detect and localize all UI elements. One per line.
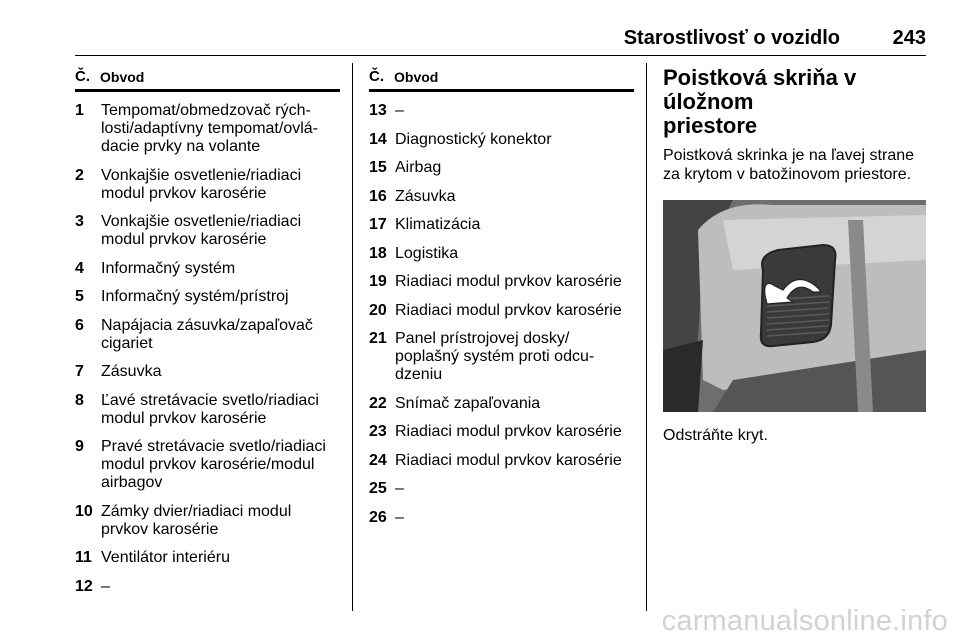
table-header	[75, 66, 340, 92]
fuse-circuit: Diagnostický konektor	[395, 130, 552, 148]
fuse-circuit: Snímač zapaľovania	[395, 394, 541, 412]
fuse-number: 25	[369, 480, 387, 497]
table-header	[369, 66, 634, 92]
fuse-number: 16	[369, 187, 387, 205]
table-row	[369, 480, 634, 498]
left-fuse-table	[75, 66, 340, 606]
fuse-circuit: Zásuvka	[101, 363, 162, 380]
fuse-circuit: Panel prístrojovej dosky/ poplašný systém proti odcu- dzeniu	[395, 330, 595, 383]
fuse-number: 9	[75, 438, 84, 455]
section-title: Poistková skriňa v úložnom priestore	[663, 65, 857, 138]
fuse-circuit: Tempomat/obmedzovač rých- losti/adaptívny tempomat/ovlá- dacie prvky na volante	[101, 102, 318, 155]
fuse-circuit: Zámky dvier/riadiaci modul prvkov karosérie	[101, 502, 292, 538]
fuse-circuit: Riadiaci modul prvkov karosérie	[395, 273, 622, 290]
table-row	[369, 302, 634, 320]
table-row	[75, 213, 340, 249]
fuse-number: 24	[369, 451, 387, 469]
fuse-number: 17	[369, 216, 387, 233]
table-row	[369, 188, 634, 206]
fuse-circuit: Ľavé stretávacie svetlo/riadiaci modul prvkov karosérie	[101, 391, 319, 427]
fuse-circuit: Napájacia zásuvka/zapaľovač cigariet	[101, 316, 313, 352]
fuse-circuit: Informačný systém/prístroj	[101, 288, 289, 305]
watermark: carmanualsonline.info	[661, 605, 948, 637]
col-label-header: Obvod	[100, 69, 145, 85]
table-row	[75, 102, 340, 156]
fuse-circuit: Riadiaci modul prvkov karosérie	[395, 423, 622, 440]
table-row	[369, 509, 634, 527]
table-row	[75, 167, 340, 203]
fuse-circuit: Informačný systém	[101, 259, 236, 277]
column-divider	[352, 63, 353, 611]
page-number: 243	[892, 27, 926, 49]
fuse-box-section	[663, 66, 926, 445]
fuse-number: 15	[369, 159, 387, 176]
fuse-circuit: Airbag	[395, 159, 442, 176]
fuse-circuit: Pravé stretávacie svetlo/riadiaci modul prvkov karosérie/modul airbagov	[101, 438, 326, 491]
table-body	[369, 102, 634, 527]
table-row	[75, 578, 340, 596]
fuse-circuit: Zásuvka	[395, 187, 456, 205]
table-row	[75, 317, 340, 353]
table-row	[369, 273, 634, 291]
figure-caption: Odstráňte kryt.	[663, 427, 768, 444]
header-rule	[75, 55, 926, 56]
fuse-number: 3	[75, 213, 84, 230]
fuse-number: 11	[75, 549, 92, 566]
table-row	[369, 131, 634, 149]
table-row	[75, 363, 340, 381]
fuse-number: 13	[369, 102, 387, 119]
fuse-circuit: –	[395, 508, 404, 526]
fuse-number: 12	[75, 577, 93, 595]
middle-fuse-table	[369, 66, 634, 537]
table-row	[369, 330, 634, 384]
fuse-number: 18	[369, 244, 387, 262]
fuse-number: 22	[369, 394, 387, 412]
table-row	[75, 260, 340, 278]
fuse-circuit: –	[395, 480, 404, 497]
column-divider	[646, 63, 647, 611]
col-num-header: Č.	[75, 68, 90, 85]
table-row	[75, 288, 340, 306]
fuse-number: 19	[369, 273, 387, 290]
table-row	[75, 392, 340, 428]
col-num-header: Č.	[369, 68, 384, 85]
table-row	[369, 423, 634, 441]
fuse-circuit: Vonkajšie osvetlenie/riadiaci modul prvkov karosérie	[101, 166, 302, 202]
fuse-circuit: –	[395, 102, 404, 119]
fuse-number: 7	[75, 363, 84, 380]
fuse-number: 8	[75, 391, 84, 409]
fuse-number: 20	[369, 301, 387, 319]
fuse-circuit: Riadiaci modul prvkov karosérie	[395, 451, 622, 469]
table-body	[75, 102, 340, 596]
table-row	[369, 102, 634, 120]
section-text: Poistková skrinka je na ľavej strane za krytom v batožinovom priestore.	[663, 147, 915, 183]
table-row	[369, 395, 634, 413]
table-row	[369, 159, 634, 177]
fuse-number: 26	[369, 508, 387, 526]
fuse-circuit: Klimatizácia	[395, 216, 481, 233]
fuse-circuit: Ventilátor interiéru	[101, 549, 230, 566]
table-row	[369, 452, 634, 470]
fuse-number: 2	[75, 166, 84, 184]
page-header	[75, 27, 926, 49]
col-label-header: Obvod	[394, 69, 439, 85]
fuse-number: 1	[75, 102, 84, 119]
fuse-number: 4	[75, 259, 84, 277]
table-row	[75, 549, 340, 567]
fuse-circuit: Vonkajšie osvetlenie/riadiaci modul prvkov karosérie	[101, 213, 302, 248]
trunk-fuse-cover-photo	[663, 200, 926, 412]
fuse-number: 5	[75, 288, 84, 305]
header-title: Starostlivosť o vozidlo	[623, 27, 840, 49]
fuse-circuit: Riadiaci modul prvkov karosérie	[395, 301, 622, 319]
table-row	[75, 503, 340, 539]
fuse-number: 6	[75, 316, 84, 334]
table-row	[369, 216, 634, 234]
fuse-number: 14	[369, 130, 387, 148]
table-row	[369, 245, 634, 263]
fuse-circuit: –	[101, 577, 110, 595]
fuse-number: 21	[369, 330, 387, 347]
fuse-circuit: Logistika	[395, 244, 459, 262]
table-row	[75, 438, 340, 492]
fuse-number: 23	[369, 423, 387, 440]
fuse-number: 10	[75, 502, 93, 520]
